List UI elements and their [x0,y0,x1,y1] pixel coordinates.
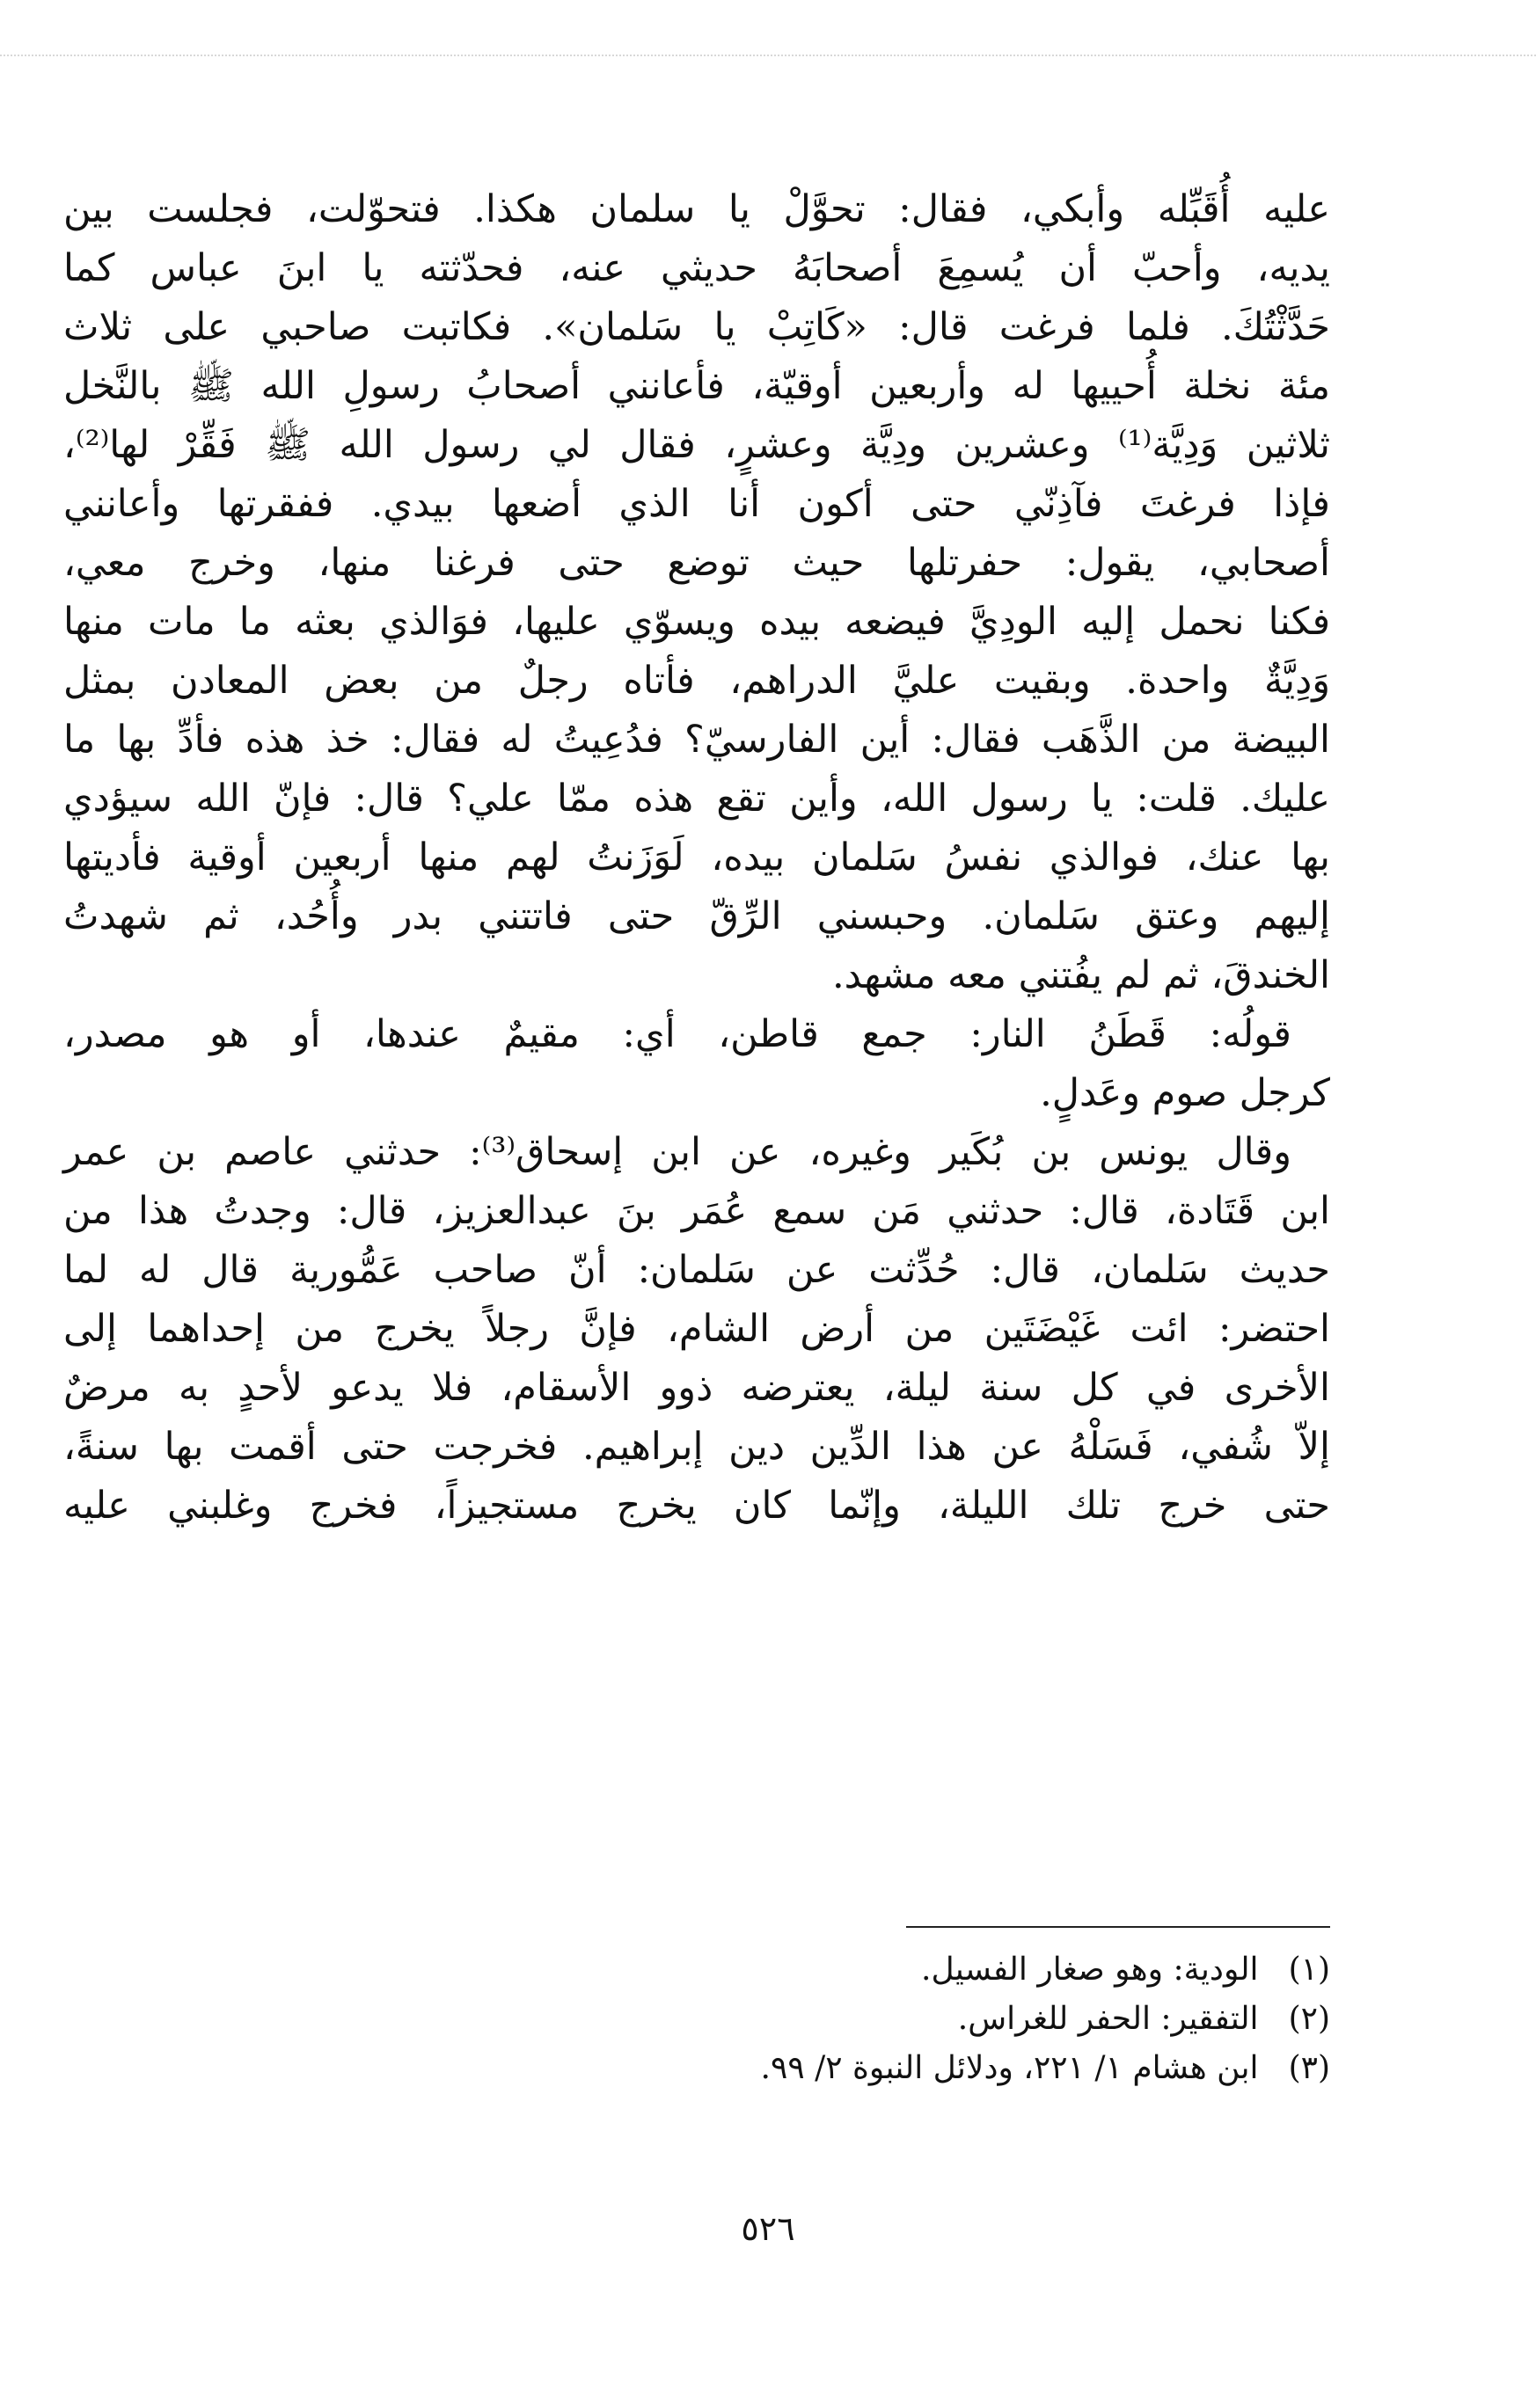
text-line: الخندقَ، ثم لم يفُتني معه مشهد. [831,953,1330,997]
footnote-item [63,1945,1330,1995]
text-line: ثلاثين وَدِيَّة⁽¹⁾ وعشرين ودِيَّة وعشرٍ، فقال لي رسول الله ﷺ فَقِّرْ لها⁽²⁾، [63,423,1330,467]
text-line: وقال يونس بن بُكَير وغيره، عن ابن إسحاق⁽³⁾: حدثني عاصم بن عمر [63,1130,1291,1174]
page-number: ٥٢٦ [741,2209,795,2248]
text-line: فإذا فرغتَ فآذِنّي حتى أكون أنا الذي أضعها بيدي. ففقرتها وأعانني [63,482,1330,526]
footnote-number: (١) [1288,1952,1330,1988]
footnote-number: (٣) [1288,2050,1330,2086]
footnote-item [63,1995,1330,2044]
footnote-text: الودية: وهو صغار الفسيل. [921,1952,1259,1988]
text-line: بها عنك، فوالذي نفسُ سَلمان بيده، لَوَزَنتُ لهم منها أربعين أوقية فأديتها [63,836,1330,879]
footnote-item [63,2044,1330,2093]
text-line: احتضر: ائت غَيْضَتَين من أرض الشام، فإنَّ رجلاً يخرج من إحداهما إلى [63,1307,1330,1351]
text-line: كرجل صوم وعَدلٍ. [1040,1071,1330,1115]
footnote-text: التفقير: الحفر للغراس. [957,2001,1259,2037]
text-line: إلاّ شُفي، فَسَلْهُ عن هذا الدِّين دين إبراهيم. فخرجت حتى أقمت بها سنةً، [63,1425,1330,1469]
text-line: وَدِيَّةٌ واحدة. وبقيت عليَّ الدراهم، فأتاه رجلٌ من بعض المعادن بمثل [63,659,1330,703]
scan-edge-line [0,55,1536,56]
text-line: مئة نخلة أُحييها له وأربعين أوقيّة، فأعانني أصحابُ رسولِ الله ﷺ بالنَّخل [63,364,1330,408]
text-line: قولُه: قَطَنُ النار: جمع قاطن، أي: مقيمٌ عندها، أو هو مصدر، [63,1012,1291,1056]
text-line: فكنا نحمل إليه الودِيَّ فيضعه بيده ويسوّي عليها، فوَالذي بعثه ما مات منها [63,600,1330,644]
text-line: حَدَّثْتُكَ. فلما فرغت قال: «كَاتِبْ يا سَلمان». فكاتبت صاحبي على ثلاث [63,305,1330,349]
text-line: حديث سَلمان، قال: حُدِّثت عن سَلمان: أنّ صاحب عَمُّورية قال له لما [63,1248,1330,1292]
footnotes [63,1945,1330,2093]
footnote-text: ابن هشام ١/ ٢٢١، ودلائل النبوة ٢/ ٩٩. [760,2050,1259,2086]
text-line: عليك. قلت: يا رسول الله، وأين تقع هذه ممّا علي؟ قال: فإنّ الله سيؤدي [63,777,1330,821]
text-line: الأخرى في كل سنة ليلة، يعترضه ذوو الأسقام، فلا يدعو لأحدٍ به مرضٌ [63,1366,1330,1410]
main-text [63,180,1330,1536]
text-line: يديه، وأحبّ أن يُسمِعَ أصحابَهُ حديثي عنه، فحدّثته يا ابنَ عباس كما [63,246,1330,290]
text-line: ابن قَتَادة، قال: حدثني مَن سمع عُمَر بنَ عبدالعزيز، قال: وجدتُ هذا من [63,1189,1330,1233]
footnote-separator [906,1926,1330,1928]
text-line: البيضة من الذَّهَب فقال: أين الفارسيّ؟ فدُعِيتُ له فقال: خذ هذه فأدِّ بها ما [63,718,1330,762]
text-line: عليه أُقَبِّله وأبكي، فقال: تحوَّلْ يا سلمان هكذا. فتحوّلت، فجلست بين [63,187,1330,231]
text-line: أصحابي، يقول: حفرتلها حيث توضع حتى فرغنا منها، وخرج معي، [63,541,1330,585]
text-line: إليهم وعتق سَلمان. وحبسني الرِّقّ حتى فاتتني بدر وأُحُد، ثم شهدتُ [63,894,1330,938]
text-line: حتى خرج تلك الليلة، وإنّما كان يخرج مستجيزاً، فخرج وغلبني عليه [63,1484,1330,1528]
footnote-number: (٢) [1288,2001,1330,2037]
